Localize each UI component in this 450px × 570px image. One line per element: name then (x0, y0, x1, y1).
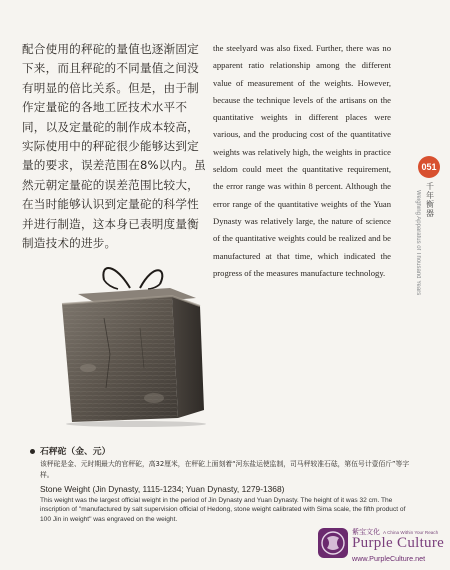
caption-description-chinese: 该秤砣是金、元时期最大的官秤砣，高32厘米，在秤砣上面刻着“河东盐运使监制，司马秤较准石砝，第伍号计壹佰斤”等字样。 (40, 460, 410, 479)
watermark-chinese-name: 紫宝文化 (352, 528, 380, 536)
sidebar-english-title: Weighing Apparatus of Thousand Years (415, 190, 421, 296)
photo-caption (30, 444, 415, 524)
sidebar-chinese-title: 千 年 衡 器 (426, 182, 434, 218)
stone-weight-photo (44, 258, 224, 428)
caption-description-english: This weight was the largest official weight in the period of Jin Dynasty and Yuan Dynasty. The height of it was 32 cm. The inscription of "manufactured by salt supervision official of Hedong, stone weight calibrated with Sima scale, the fifth product of 100 Jin in weight" was engraved on the weight. (40, 497, 406, 523)
english-body-text (213, 40, 391, 282)
stone-weight-illustration (44, 258, 224, 428)
english-paragraph: the steelyard was also fixed. Further, there was no apparent ratio relationship among the different value of measurement of the weights. However, because the technique levels of the artisans on the quantitative weights in different places were various, and the producing cost of the quantitative weights was relatively high, the weights in practice seldom could meet the quantitative requirement, the error range was within 8 percent. Although the error range of the quantitative weights of the Yuan Dynasty was relatively large, the nature of science of the quantitative weights could be realized and be manufactured at that time, which indicated the progress of the measures manufacture technology. (213, 43, 391, 278)
caption-title-chinese (30, 444, 415, 457)
watermark-url: www.PurpleCulture.net (352, 554, 426, 563)
page-number-badge: 051 (418, 156, 440, 178)
bullet-icon (30, 449, 35, 454)
purple-culture-logo-icon (318, 528, 348, 558)
caption-title-english: Stone Weight (Jin Dynasty, 1115-1234; Yuan Dynasty, 1279-1368) (40, 484, 285, 494)
chinese-body-text: 配合使用的秤砣的量值也逐渐固定 下来，而且秤砣的不同量值之间没 有明显的倍比关系。但是，由于制 作定量砣的各地工匠技术水平不 同，以及定量砣的制作成本较高， 实际使用中的秤砣很少能够达到定 量的要求，误差范围在8%以内。虽 然元朝定量砣的误差范围比较大， 在当时能够认识到定量砣的科学性 并进行制造，这本身已表明度量衡 制造技术的进步。 (22, 42, 206, 251)
caption-title-chinese-text: 石秤砣（金、元） (40, 447, 111, 457)
watermark-english-tagline: A China Within Your Reach (383, 530, 439, 535)
purple-culture-watermark (318, 526, 448, 566)
watermark-brand-name: Purple Culture (352, 535, 445, 551)
